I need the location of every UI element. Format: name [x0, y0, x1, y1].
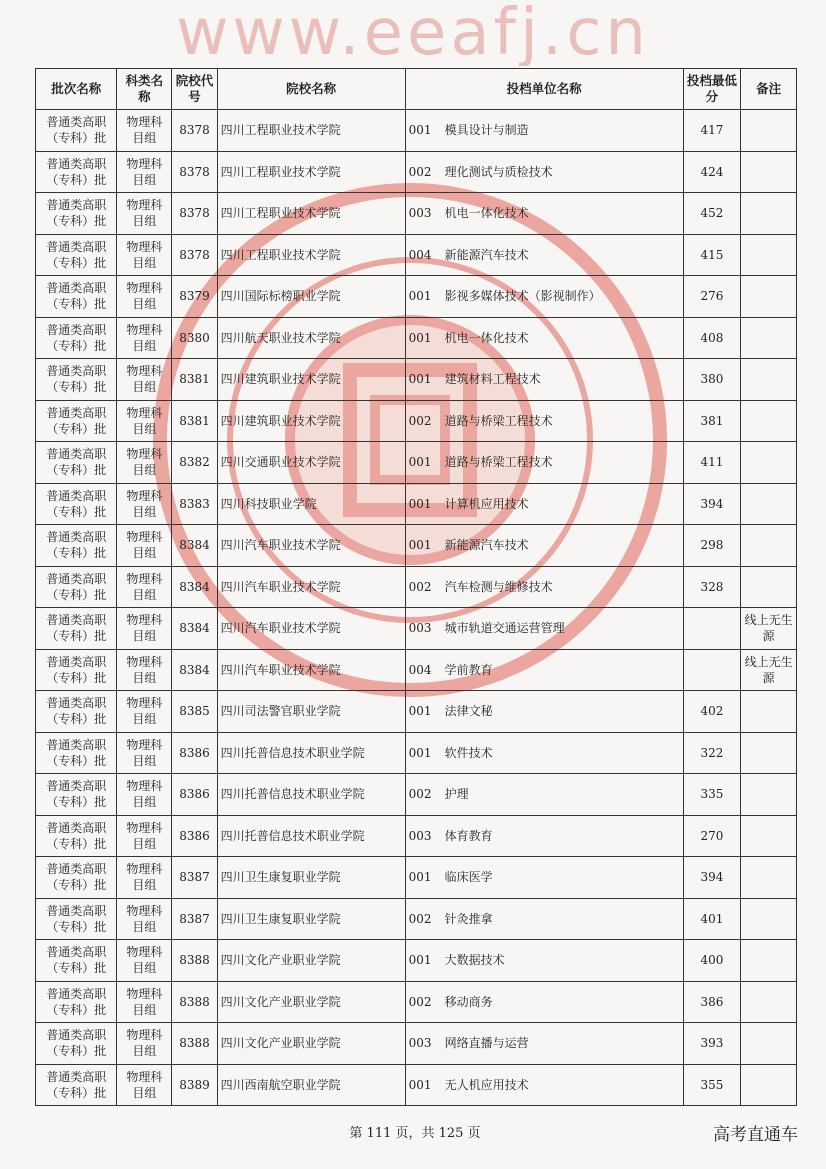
- school-name: 四川建筑职业技术学院: [217, 359, 405, 401]
- major-name: 新能源汽车技术: [444, 538, 529, 553]
- major-name: 理化测试与质检技术: [444, 164, 553, 179]
- school-code: 8380: [172, 317, 217, 359]
- unit-name: [405, 193, 683, 235]
- unit-code: 001: [408, 330, 432, 345]
- school-code: 8388: [172, 1023, 217, 1065]
- school-name: 四川汽车职业技术学院: [217, 566, 405, 608]
- unit-name: [405, 608, 683, 650]
- table-row: [36, 276, 797, 318]
- school-code: 8389: [172, 1064, 217, 1106]
- category-name: 物理科目组: [117, 815, 172, 857]
- unit-name: [405, 1064, 683, 1106]
- category-name: 物理科目组: [117, 649, 172, 691]
- school-code: 8378: [172, 234, 217, 276]
- min-score: 386: [683, 981, 741, 1023]
- unit-code: 003: [408, 1036, 432, 1051]
- school-name: 四川司法警官职业学院: [217, 691, 405, 733]
- batch-name: 普通类高职（专科）批: [36, 400, 117, 442]
- min-score: 335: [683, 774, 741, 816]
- unit-name: [405, 940, 683, 982]
- school-name: 四川托普信息技术职业学院: [217, 815, 405, 857]
- school-name: 四川科技职业学院: [217, 483, 405, 525]
- major-name: 建筑材料工程技术: [444, 372, 541, 387]
- remark: [741, 442, 797, 484]
- remark: [741, 1064, 797, 1106]
- school-code: 8383: [172, 483, 217, 525]
- table-row: [36, 400, 797, 442]
- major-name: 计算机应用技术: [444, 496, 529, 511]
- unit-code: 003: [408, 828, 432, 843]
- unit-code: 001: [408, 123, 432, 138]
- unit-name: [405, 359, 683, 401]
- unit-code: 004: [408, 662, 432, 677]
- batch-name: 普通类高职（专科）批: [36, 691, 117, 733]
- school-code: 8387: [172, 857, 217, 899]
- category-name: 物理科目组: [117, 317, 172, 359]
- table-row: [36, 359, 797, 401]
- school-name: 四川汽车职业技术学院: [217, 649, 405, 691]
- min-score: 400: [683, 940, 741, 982]
- unit-code: 003: [408, 621, 432, 636]
- school-name: 四川文化产业职业学院: [217, 1023, 405, 1065]
- category-name: 物理科目组: [117, 898, 172, 940]
- min-score: 417: [683, 110, 741, 152]
- batch-name: 普通类高职（专科）批: [36, 1023, 117, 1065]
- major-name: 城市轨道交通运营管理: [444, 621, 565, 636]
- unit-code: 001: [408, 538, 432, 553]
- column-header: 院校代号: [172, 69, 217, 110]
- unit-name: [405, 483, 683, 525]
- school-code: 8384: [172, 608, 217, 650]
- batch-name: 普通类高职（专科）批: [36, 608, 117, 650]
- batch-name: 普通类高职（专科）批: [36, 276, 117, 318]
- unit-name: [405, 234, 683, 276]
- admission-score-table: [35, 68, 797, 1106]
- batch-name: 普通类高职（专科）批: [36, 857, 117, 899]
- category-name: 物理科目组: [117, 732, 172, 774]
- url-watermark: www.eeafj.cn: [176, 0, 650, 66]
- school-name: 四川卫生康复职业学院: [217, 857, 405, 899]
- remark: [741, 981, 797, 1023]
- school-name: 四川托普信息技术职业学院: [217, 774, 405, 816]
- school-name: 四川工程职业技术学院: [217, 193, 405, 235]
- table-row: [36, 193, 797, 235]
- unit-code: 001: [408, 953, 432, 968]
- batch-name: 普通类高职（专科）批: [36, 193, 117, 235]
- remark: [741, 691, 797, 733]
- batch-name: 普通类高职（专科）批: [36, 566, 117, 608]
- unit-code: 001: [408, 1077, 432, 1092]
- min-score: 424: [683, 151, 741, 193]
- school-code: 8378: [172, 110, 217, 152]
- table-row: [36, 940, 797, 982]
- school-name: 四川航天职业技术学院: [217, 317, 405, 359]
- batch-name: 普通类高职（专科）批: [36, 110, 117, 152]
- table-row: [36, 110, 797, 152]
- min-score: 380: [683, 359, 741, 401]
- min-score: 415: [683, 234, 741, 276]
- table-row: [36, 981, 797, 1023]
- school-name: 四川建筑职业技术学院: [217, 400, 405, 442]
- remark: [741, 110, 797, 152]
- unit-name: [405, 442, 683, 484]
- unit-code: 002: [408, 413, 432, 428]
- unit-name: [405, 566, 683, 608]
- column-header: 批次名称: [36, 69, 117, 110]
- remark: [741, 359, 797, 401]
- category-name: 物理科目组: [117, 1064, 172, 1106]
- major-name: 网络直播与运营: [444, 1036, 529, 1051]
- column-header: 院校名称: [217, 69, 405, 110]
- batch-name: 普通类高职（专科）批: [36, 940, 117, 982]
- school-code: 8387: [172, 898, 217, 940]
- min-score: 298: [683, 525, 741, 567]
- remark: [741, 857, 797, 899]
- table-row: [36, 317, 797, 359]
- unit-name: [405, 400, 683, 442]
- unit-name: [405, 774, 683, 816]
- unit-code: 002: [408, 787, 432, 802]
- min-score: 394: [683, 857, 741, 899]
- min-score: 276: [683, 276, 741, 318]
- remark: [741, 193, 797, 235]
- remark: [741, 151, 797, 193]
- batch-name: 普通类高职（专科）批: [36, 774, 117, 816]
- unit-name: [405, 151, 683, 193]
- unit-name: [405, 732, 683, 774]
- source-watermark: 高考直通车: [713, 1125, 798, 1145]
- unit-name: [405, 276, 683, 318]
- batch-name: 普通类高职（专科）批: [36, 1064, 117, 1106]
- school-name: 四川工程职业技术学院: [217, 151, 405, 193]
- table-row: [36, 691, 797, 733]
- unit-code: 001: [408, 289, 432, 304]
- min-score: 328: [683, 566, 741, 608]
- major-name: 机电一体化技术: [444, 330, 529, 345]
- school-code: 8384: [172, 566, 217, 608]
- category-name: 物理科目组: [117, 981, 172, 1023]
- category-name: 物理科目组: [117, 1023, 172, 1065]
- school-code: 8378: [172, 151, 217, 193]
- min-score: 411: [683, 442, 741, 484]
- unit-code: 001: [408, 870, 432, 885]
- major-name: 道路与桥梁工程技术: [444, 455, 553, 470]
- remark: [741, 898, 797, 940]
- remark: [741, 276, 797, 318]
- category-name: 物理科目组: [117, 566, 172, 608]
- category-name: 物理科目组: [117, 483, 172, 525]
- major-name: 道路与桥梁工程技术: [444, 413, 553, 428]
- school-name: 四川文化产业职业学院: [217, 981, 405, 1023]
- school-code: 8388: [172, 940, 217, 982]
- school-code: 8386: [172, 815, 217, 857]
- batch-name: 普通类高职（专科）批: [36, 981, 117, 1023]
- unit-name: [405, 317, 683, 359]
- school-code: 8379: [172, 276, 217, 318]
- min-score: 270: [683, 815, 741, 857]
- school-code: 8381: [172, 359, 217, 401]
- major-name: 模具设计与制造: [444, 123, 529, 138]
- school-name: 四川汽车职业技术学院: [217, 525, 405, 567]
- page-number: 第 111 页，共 125 页: [349, 1126, 481, 1141]
- major-name: 体育教育: [444, 828, 493, 843]
- unit-code: 001: [408, 745, 432, 760]
- school-name: 四川工程职业技术学院: [217, 234, 405, 276]
- min-score: [683, 608, 741, 650]
- school-code: 8386: [172, 774, 217, 816]
- min-score: 401: [683, 898, 741, 940]
- table-row: [36, 608, 797, 650]
- remark: [741, 940, 797, 982]
- remark: [741, 774, 797, 816]
- remark: [741, 317, 797, 359]
- school-name: 四川汽车职业技术学院: [217, 608, 405, 650]
- batch-name: 普通类高职（专科）批: [36, 525, 117, 567]
- category-name: 物理科目组: [117, 359, 172, 401]
- major-name: 机电一体化技术: [444, 206, 529, 221]
- batch-name: 普通类高职（专科）批: [36, 442, 117, 484]
- batch-name: 普通类高职（专科）批: [36, 649, 117, 691]
- batch-name: 普通类高职（专科）批: [36, 815, 117, 857]
- major-name: 新能源汽车技术: [444, 247, 529, 262]
- batch-name: 普通类高职（专科）批: [36, 898, 117, 940]
- category-name: 物理科目组: [117, 691, 172, 733]
- remark: [741, 525, 797, 567]
- unit-name: [405, 110, 683, 152]
- category-name: 物理科目组: [117, 276, 172, 318]
- remark: [741, 1023, 797, 1065]
- unit-code: 001: [408, 372, 432, 387]
- batch-name: 普通类高职（专科）批: [36, 732, 117, 774]
- unit-code: 002: [408, 994, 432, 1009]
- major-name: 大数据技术: [444, 953, 505, 968]
- table-row: [36, 1023, 797, 1065]
- school-code: 8386: [172, 732, 217, 774]
- school-name: 四川国际标榜职业学院: [217, 276, 405, 318]
- batch-name: 普通类高职（专科）批: [36, 359, 117, 401]
- column-header: 投档最低分: [683, 69, 741, 110]
- table-row: [36, 1064, 797, 1106]
- unit-code: 002: [408, 911, 432, 926]
- table-row: [36, 566, 797, 608]
- school-name: 四川卫生康复职业学院: [217, 898, 405, 940]
- table-row: [36, 525, 797, 567]
- min-score: 452: [683, 193, 741, 235]
- batch-name: 普通类高职（专科）批: [36, 317, 117, 359]
- table-header-row: [36, 69, 797, 110]
- unit-code: 001: [408, 455, 432, 470]
- remark: [741, 400, 797, 442]
- table-row: [36, 442, 797, 484]
- category-name: 物理科目组: [117, 110, 172, 152]
- school-code: 8384: [172, 525, 217, 567]
- school-name: 四川文化产业职业学院: [217, 940, 405, 982]
- category-name: 物理科目组: [117, 151, 172, 193]
- major-name: 影视多媒体技术（影视制作）: [444, 289, 601, 304]
- school-name: 四川西南航空职业学院: [217, 1064, 405, 1106]
- school-name: 四川工程职业技术学院: [217, 110, 405, 152]
- school-name: 四川交通职业技术学院: [217, 442, 405, 484]
- batch-name: 普通类高职（专科）批: [36, 151, 117, 193]
- batch-name: 普通类高职（专科）批: [36, 234, 117, 276]
- category-name: 物理科目组: [117, 857, 172, 899]
- school-code: 8385: [172, 691, 217, 733]
- table-row: [36, 898, 797, 940]
- table-row: [36, 234, 797, 276]
- unit-code: 001: [408, 704, 432, 719]
- major-name: 学前教育: [444, 662, 493, 677]
- min-score: 381: [683, 400, 741, 442]
- remark: [741, 566, 797, 608]
- remark: [741, 234, 797, 276]
- major-name: 护理: [444, 787, 469, 802]
- unit-name: [405, 815, 683, 857]
- unit-name: [405, 857, 683, 899]
- column-header: 备注: [741, 69, 797, 110]
- unit-name: [405, 691, 683, 733]
- min-score: 322: [683, 732, 741, 774]
- category-name: 物理科目组: [117, 400, 172, 442]
- category-name: 物理科目组: [117, 774, 172, 816]
- school-code: 8382: [172, 442, 217, 484]
- unit-name: [405, 649, 683, 691]
- unit-code: 003: [408, 206, 432, 221]
- table-row: [36, 151, 797, 193]
- major-name: 针灸推拿: [444, 911, 493, 926]
- category-name: 物理科目组: [117, 940, 172, 982]
- remark: [741, 483, 797, 525]
- major-name: 汽车检测与维修技术: [444, 579, 553, 594]
- category-name: 物理科目组: [117, 525, 172, 567]
- category-name: 物理科目组: [117, 234, 172, 276]
- unit-code: 004: [408, 247, 432, 262]
- min-score: 402: [683, 691, 741, 733]
- unit-code: 002: [408, 579, 432, 594]
- table-row: [36, 774, 797, 816]
- min-score: 355: [683, 1064, 741, 1106]
- major-name: 法律文秘: [444, 704, 493, 719]
- major-name: 无人机应用技术: [444, 1077, 529, 1092]
- unit-name: [405, 525, 683, 567]
- min-score: 394: [683, 483, 741, 525]
- school-code: 8388: [172, 981, 217, 1023]
- min-score: 393: [683, 1023, 741, 1065]
- remark: [741, 732, 797, 774]
- column-header: 科类名称: [117, 69, 172, 110]
- major-name: 移动商务: [444, 994, 493, 1009]
- column-header: 投档单位名称: [405, 69, 683, 110]
- unit-name: [405, 898, 683, 940]
- school-code: 8378: [172, 193, 217, 235]
- school-code: 8381: [172, 400, 217, 442]
- category-name: 物理科目组: [117, 608, 172, 650]
- unit-code: 002: [408, 164, 432, 179]
- category-name: 物理科目组: [117, 442, 172, 484]
- table-row: [36, 815, 797, 857]
- remark: [741, 815, 797, 857]
- unit-code: 001: [408, 496, 432, 511]
- unit-name: [405, 1023, 683, 1065]
- major-name: 软件技术: [444, 745, 493, 760]
- table-row: [36, 732, 797, 774]
- min-score: [683, 649, 741, 691]
- unit-name: [405, 981, 683, 1023]
- min-score: 408: [683, 317, 741, 359]
- major-name: 临床医学: [444, 870, 493, 885]
- school-name: 四川托普信息技术职业学院: [217, 732, 405, 774]
- remark: 线上无生源: [741, 608, 797, 650]
- table-row: [36, 483, 797, 525]
- remark: 线上无生源: [741, 649, 797, 691]
- table-row: [36, 857, 797, 899]
- batch-name: 普通类高职（专科）批: [36, 483, 117, 525]
- category-name: 物理科目组: [117, 193, 172, 235]
- table-row: [36, 649, 797, 691]
- school-code: 8384: [172, 649, 217, 691]
